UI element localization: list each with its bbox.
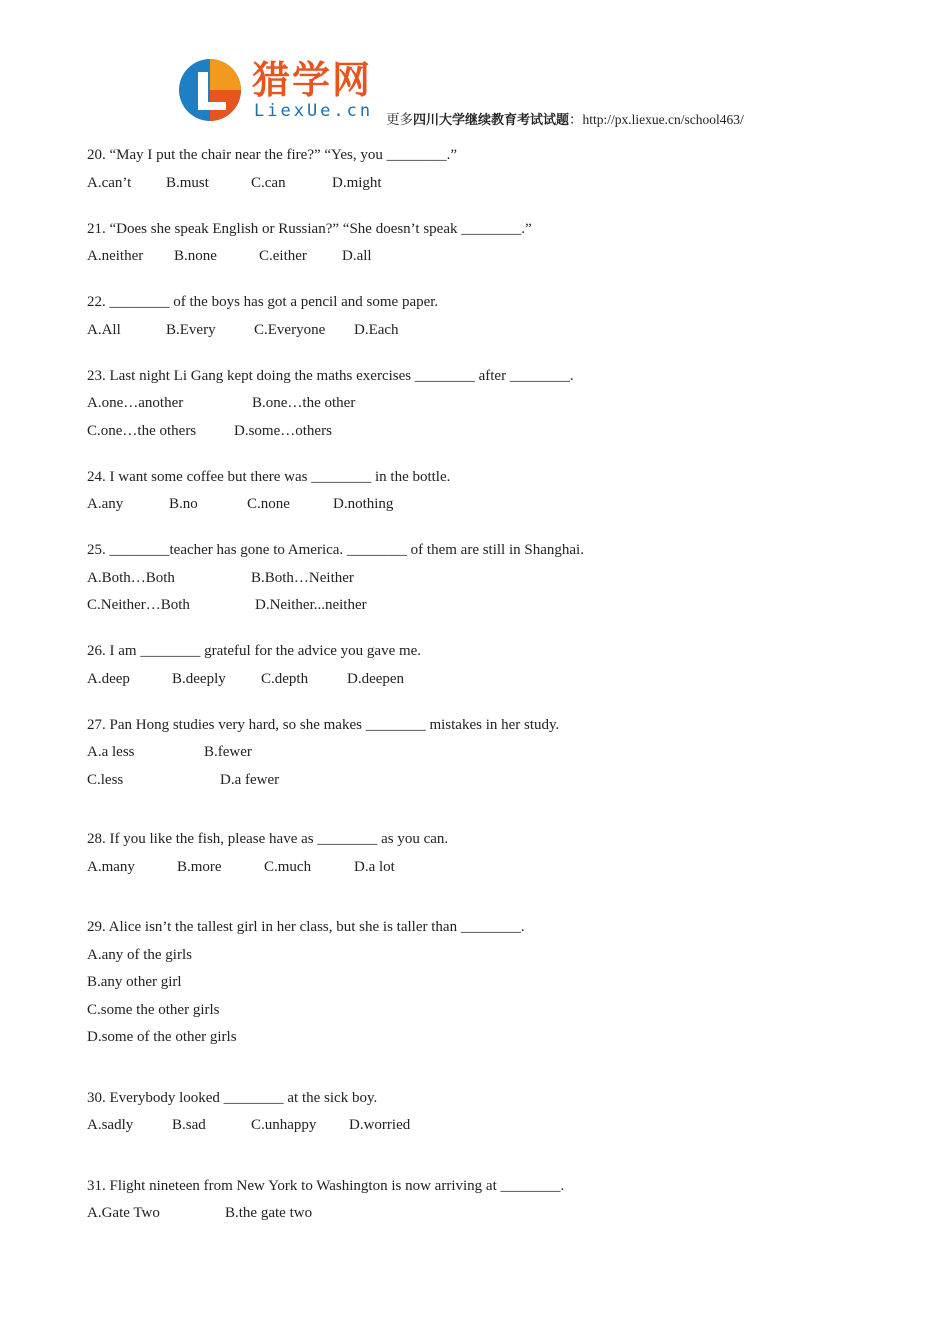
answer-option[interactable]: A.one…another [87,395,184,411]
answer-option[interactable]: C.less [87,771,124,788]
answer-option[interactable]: D.worried [349,1117,411,1133]
answer-option[interactable]: A.neither [87,248,144,264]
option-row [87,969,887,997]
question-item [87,363,887,446]
answer-option[interactable]: D.some of the other girls [87,1029,237,1045]
answer-option[interactable]: B.fewer [204,744,252,760]
page-header [178,56,798,128]
option-row [87,739,887,767]
answer-option[interactable]: A.Gate Two [87,1205,160,1221]
answer-option[interactable]: B.Both…Neither [251,569,354,586]
answer-option[interactable]: C.either [259,248,307,264]
answer-option[interactable]: B.one…the other [252,395,356,411]
more-bold-text: 四川大学继续教育考试试题 [413,113,570,128]
question-text: 30. Everybody looked ________ at the sick boy. [87,1089,378,1106]
answer-option[interactable]: C.none [247,496,290,512]
answer-option[interactable]: C.one…the others [87,422,197,439]
answer-option[interactable]: D.Each [354,321,399,338]
question-text: 28. If you like the fish, please have as ________ as you can. [87,831,449,847]
question-item [87,914,887,1052]
question-item [87,1173,887,1228]
option-row [87,390,887,418]
answer-option[interactable]: B.sad [172,1117,206,1133]
option-row [87,418,887,446]
answer-option[interactable]: D.a lot [354,858,395,875]
option-row [87,1024,887,1052]
answer-option[interactable]: A.any [87,496,124,512]
more-exams-line [386,108,744,128]
option-row [87,1112,887,1140]
logo-icon [178,58,242,122]
answer-option[interactable]: B.Every [166,321,216,338]
question-text: 27. Pan Hong studies very hard, so she makes ________ mistakes in her study. [87,716,560,733]
option-row [87,592,887,620]
answer-option[interactable]: C.Neither…Both [87,597,190,613]
question-text: 23. Last night Li Gang kept doing the maths exercises ________ after ________. [87,367,574,384]
question-text: 29. Alice isn’t the tallest girl in her class, but she is taller than ________. [87,919,525,935]
logo-english-text: LiexUe.cn [254,101,374,121]
answer-option[interactable]: C.unhappy [251,1117,317,1133]
answer-option[interactable]: D.all [342,248,372,264]
answer-option[interactable]: B.none [174,248,217,264]
answer-option[interactable]: A.deep [87,670,130,687]
answer-option[interactable]: B.must [166,174,209,191]
question-text: 31. Flight nineteen from New York to Washington is now arriving at ________. [87,1177,565,1194]
question-item [87,142,887,197]
question-list [87,142,887,1246]
option-row [87,565,887,593]
question-text: 24. I want some coffee but there was ________ in the bottle. [87,468,451,485]
option-row [87,170,887,198]
question-item [87,464,887,519]
answer-option[interactable]: B.the gate two [225,1205,313,1221]
option-row [87,767,887,795]
option-row [87,854,887,882]
option-row [87,997,887,1025]
logo-chinese-text: 猎学网 [252,58,373,102]
answer-option[interactable]: A.All [87,321,121,338]
more-prefix: 更多 [386,112,413,127]
answer-option[interactable]: A.Both…Both [87,569,175,586]
question-text: 21. “Does she speak English or Russian?” “She doesn’t speak ________.” [87,220,532,237]
answer-option[interactable]: B.deeply [172,670,226,687]
option-row [87,317,887,345]
answer-option[interactable]: D.Neither...neither [255,597,367,613]
answer-option[interactable]: D.some…others [234,422,332,439]
answer-option[interactable]: D.deepen [347,670,405,687]
answer-option[interactable]: D.nothing [333,496,394,512]
option-row [87,243,887,271]
option-row [87,1200,887,1228]
answer-option[interactable]: A.sadly [87,1117,134,1133]
answer-option[interactable]: A.many [87,858,135,875]
question-item [87,1085,887,1140]
option-row [87,942,887,970]
answer-option[interactable]: A.can’t [87,174,132,191]
answer-option[interactable]: C.depth [261,670,309,687]
more-url[interactable]: ：http://px.liexue.cn/school463/ [569,112,744,127]
answer-option[interactable]: A.a less [87,744,135,760]
question-text: 20. “May I put the chair near the fire?” “Yes, you ________.” [87,147,458,163]
answer-option[interactable]: D.a fewer [220,771,280,788]
answer-option[interactable]: C.some the other girls [87,1001,220,1018]
question-text: 26. I am ________ grateful for the advice you gave me. [87,643,422,659]
question-text: 25. ________teacher has gone to America. ________ of them are still in Shanghai. [87,542,584,558]
question-item [87,289,887,344]
answer-option[interactable]: C.much [264,858,312,875]
answer-option[interactable]: B.any other girl [87,974,182,990]
answer-option[interactable]: D.might [332,174,382,191]
answer-option[interactable]: C.can [251,174,286,191]
question-item [87,712,887,795]
question-item [87,826,887,881]
question-text: 22. ________ of the boys has got a pencil and some paper. [87,294,439,310]
answer-option[interactable]: B.no [169,496,198,512]
question-item [87,216,887,271]
option-row [87,491,887,519]
answer-option[interactable]: B.more [177,858,222,875]
answer-option[interactable]: A.any of the girls [87,946,192,963]
question-item [87,537,887,620]
question-item [87,638,887,693]
option-row [87,666,887,694]
answer-option[interactable]: C.Everyone [254,321,326,338]
